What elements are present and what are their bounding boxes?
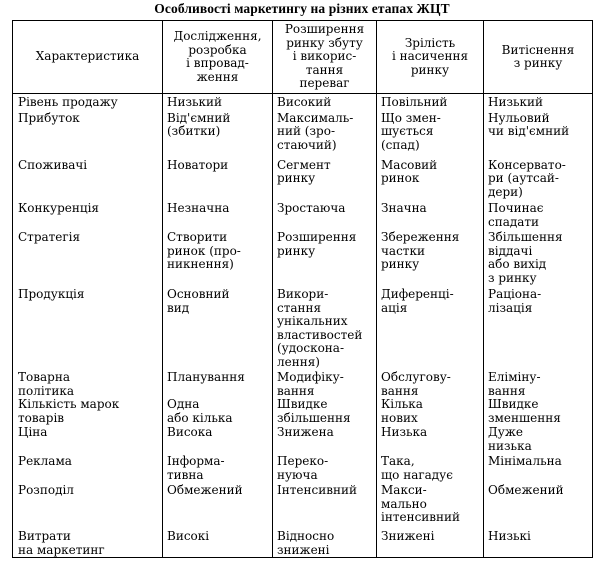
- cell-decline: Еліміну- вання: [484, 369, 593, 398]
- cell-decline: Збільшення віддачі або вихід з ринку: [484, 229, 593, 286]
- cell-characteristic: Стратегія: [13, 229, 163, 286]
- cell-characteristic: Конкуренція: [13, 199, 163, 229]
- cell-growth: Викори- стання унікальних властивостей (удоскона- лення): [273, 286, 377, 369]
- cell-decline: Раціона- лізація: [484, 286, 593, 369]
- cell-maturity: Масовий ринок: [377, 157, 484, 200]
- header-maturity-stage: Зрілість і насичення ринку: [377, 21, 484, 94]
- table-row: [13, 426, 593, 453]
- cell-maturity: Знижені: [377, 526, 484, 558]
- cell-maturity: Обслугову- вання: [377, 369, 484, 398]
- cell-growth: Інтенсивний: [273, 482, 377, 526]
- cell-introduction: Планування: [163, 369, 273, 398]
- cell-characteristic: Товарна політика: [13, 369, 163, 398]
- cell-decline: Дуже низька: [484, 426, 593, 453]
- cell-introduction: Висока: [163, 426, 273, 453]
- header-characteristic: Характеристика: [13, 21, 163, 94]
- cell-characteristic: Витрати на маркетинг: [13, 526, 163, 558]
- header-introduction-stage: Дослідження, розробка і впровад- ження: [163, 21, 273, 94]
- cell-growth: Знижена: [273, 426, 377, 453]
- table-row: [13, 526, 593, 558]
- cell-maturity: Повільний: [377, 94, 484, 110]
- header-row: [13, 21, 593, 94]
- cell-growth: Відносно знижені: [273, 526, 377, 558]
- table-row: [13, 199, 593, 229]
- cell-characteristic: Рівень продажу: [13, 94, 163, 110]
- cell-introduction: Інформа- тивна: [163, 453, 273, 482]
- cell-maturity: Кілька нових: [377, 398, 484, 426]
- cell-characteristic: Ціна: [13, 426, 163, 453]
- cell-introduction: Створити ринок (про- никнення): [163, 229, 273, 286]
- cell-introduction: Високі: [163, 526, 273, 558]
- cell-growth: Високий: [273, 94, 377, 110]
- cell-maturity: Збереження частки ринку: [377, 229, 484, 286]
- header-growth-stage: Розширення ринку збуту і викорис- тання переваг: [273, 21, 377, 94]
- cell-decline: Консервато- ри (аутсай- дери): [484, 157, 593, 200]
- marketing-stages-table: [12, 20, 593, 558]
- cell-decline: Починає спадати: [484, 199, 593, 229]
- cell-characteristic: Продукція: [13, 286, 163, 369]
- table-row: [13, 94, 593, 110]
- cell-characteristic: Споживачі: [13, 157, 163, 200]
- cell-growth: Зростаюча: [273, 199, 377, 229]
- cell-growth: Максималь- ний (зро- стаючий): [273, 110, 377, 157]
- cell-maturity: Макси- мально інтенсивний: [377, 482, 484, 526]
- cell-maturity: Низька: [377, 426, 484, 453]
- header-decline-stage: Витіснення з ринку: [484, 21, 593, 94]
- cell-introduction: Від'ємний (збитки): [163, 110, 273, 157]
- cell-characteristic: Кількість марок товарів: [13, 398, 163, 426]
- cell-decline: Швидке зменшення: [484, 398, 593, 426]
- page-title: Особливості маркетингу на різних етапах ЖЦТ: [154, 1, 450, 16]
- cell-introduction: Незначна: [163, 199, 273, 229]
- cell-introduction: Низький: [163, 94, 273, 110]
- cell-maturity: Що змен- шується (спад): [377, 110, 484, 157]
- cell-introduction: Основний вид: [163, 286, 273, 369]
- cell-introduction: Новатори: [163, 157, 273, 200]
- cell-growth: Переко- нуюча: [273, 453, 377, 482]
- cell-characteristic: Розподіл: [13, 482, 163, 526]
- cell-growth: Швидке збільшення: [273, 398, 377, 426]
- cell-characteristic: Прибуток: [13, 110, 163, 157]
- cell-decline: Обмежений: [484, 482, 593, 526]
- table-row: [13, 110, 593, 157]
- cell-growth: Модифіку- вання: [273, 369, 377, 398]
- cell-decline: Низькі: [484, 526, 593, 558]
- cell-maturity: Диференці- ація: [377, 286, 484, 369]
- cell-maturity: Така, що нагадує: [377, 453, 484, 482]
- table-row: [13, 286, 593, 369]
- cell-characteristic: Реклама: [13, 453, 163, 482]
- table-row: [13, 453, 593, 482]
- cell-growth: Сегмент ринку: [273, 157, 377, 200]
- table-row: [13, 229, 593, 286]
- cell-introduction: Обмежений: [163, 482, 273, 526]
- cell-decline: Низький: [484, 94, 593, 110]
- cell-maturity: Значна: [377, 199, 484, 229]
- cell-decline: Нульовий чи від'ємний: [484, 110, 593, 157]
- cell-growth: Розширення ринку: [273, 229, 377, 286]
- table-row: [13, 369, 593, 398]
- cell-introduction: Одна або кілька: [163, 398, 273, 426]
- table-row: [13, 482, 593, 526]
- table-row: [13, 398, 593, 426]
- table-row: [13, 157, 593, 200]
- cell-decline: Мінімальна: [484, 453, 593, 482]
